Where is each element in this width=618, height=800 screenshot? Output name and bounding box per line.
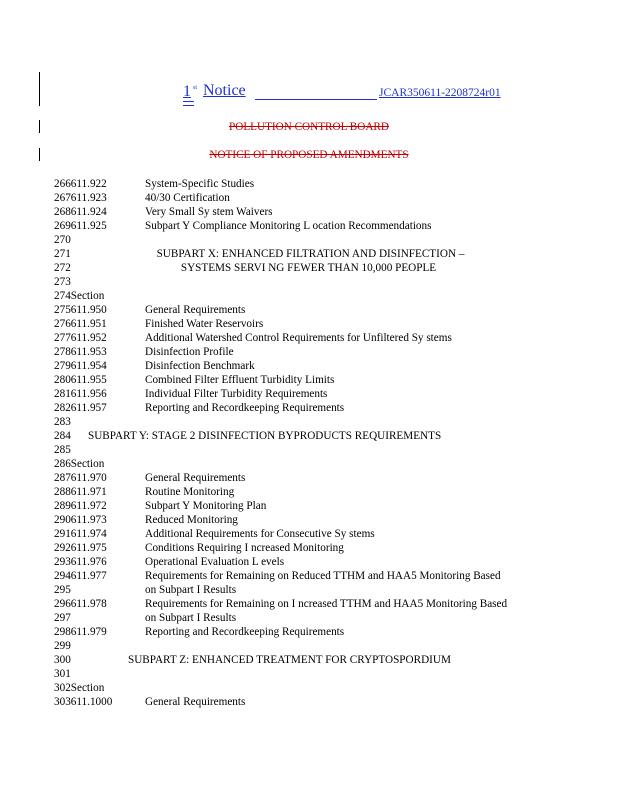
header-superscript: st [193,85,198,91]
header-underline [255,99,377,100]
agency-name: POLLUTION CONTROL BOARD [229,121,389,133]
header-number: 1 [183,83,191,100]
header-dash [183,105,194,106]
notice-title: NOTICE OF PROPOSED AMENDMENTS [209,149,409,161]
header-title: Notice [203,82,246,99]
page-header [183,82,523,110]
change-bar [39,72,40,106]
header-code: JCAR350611-2208724r01 [379,87,501,99]
header-dash [183,101,194,102]
